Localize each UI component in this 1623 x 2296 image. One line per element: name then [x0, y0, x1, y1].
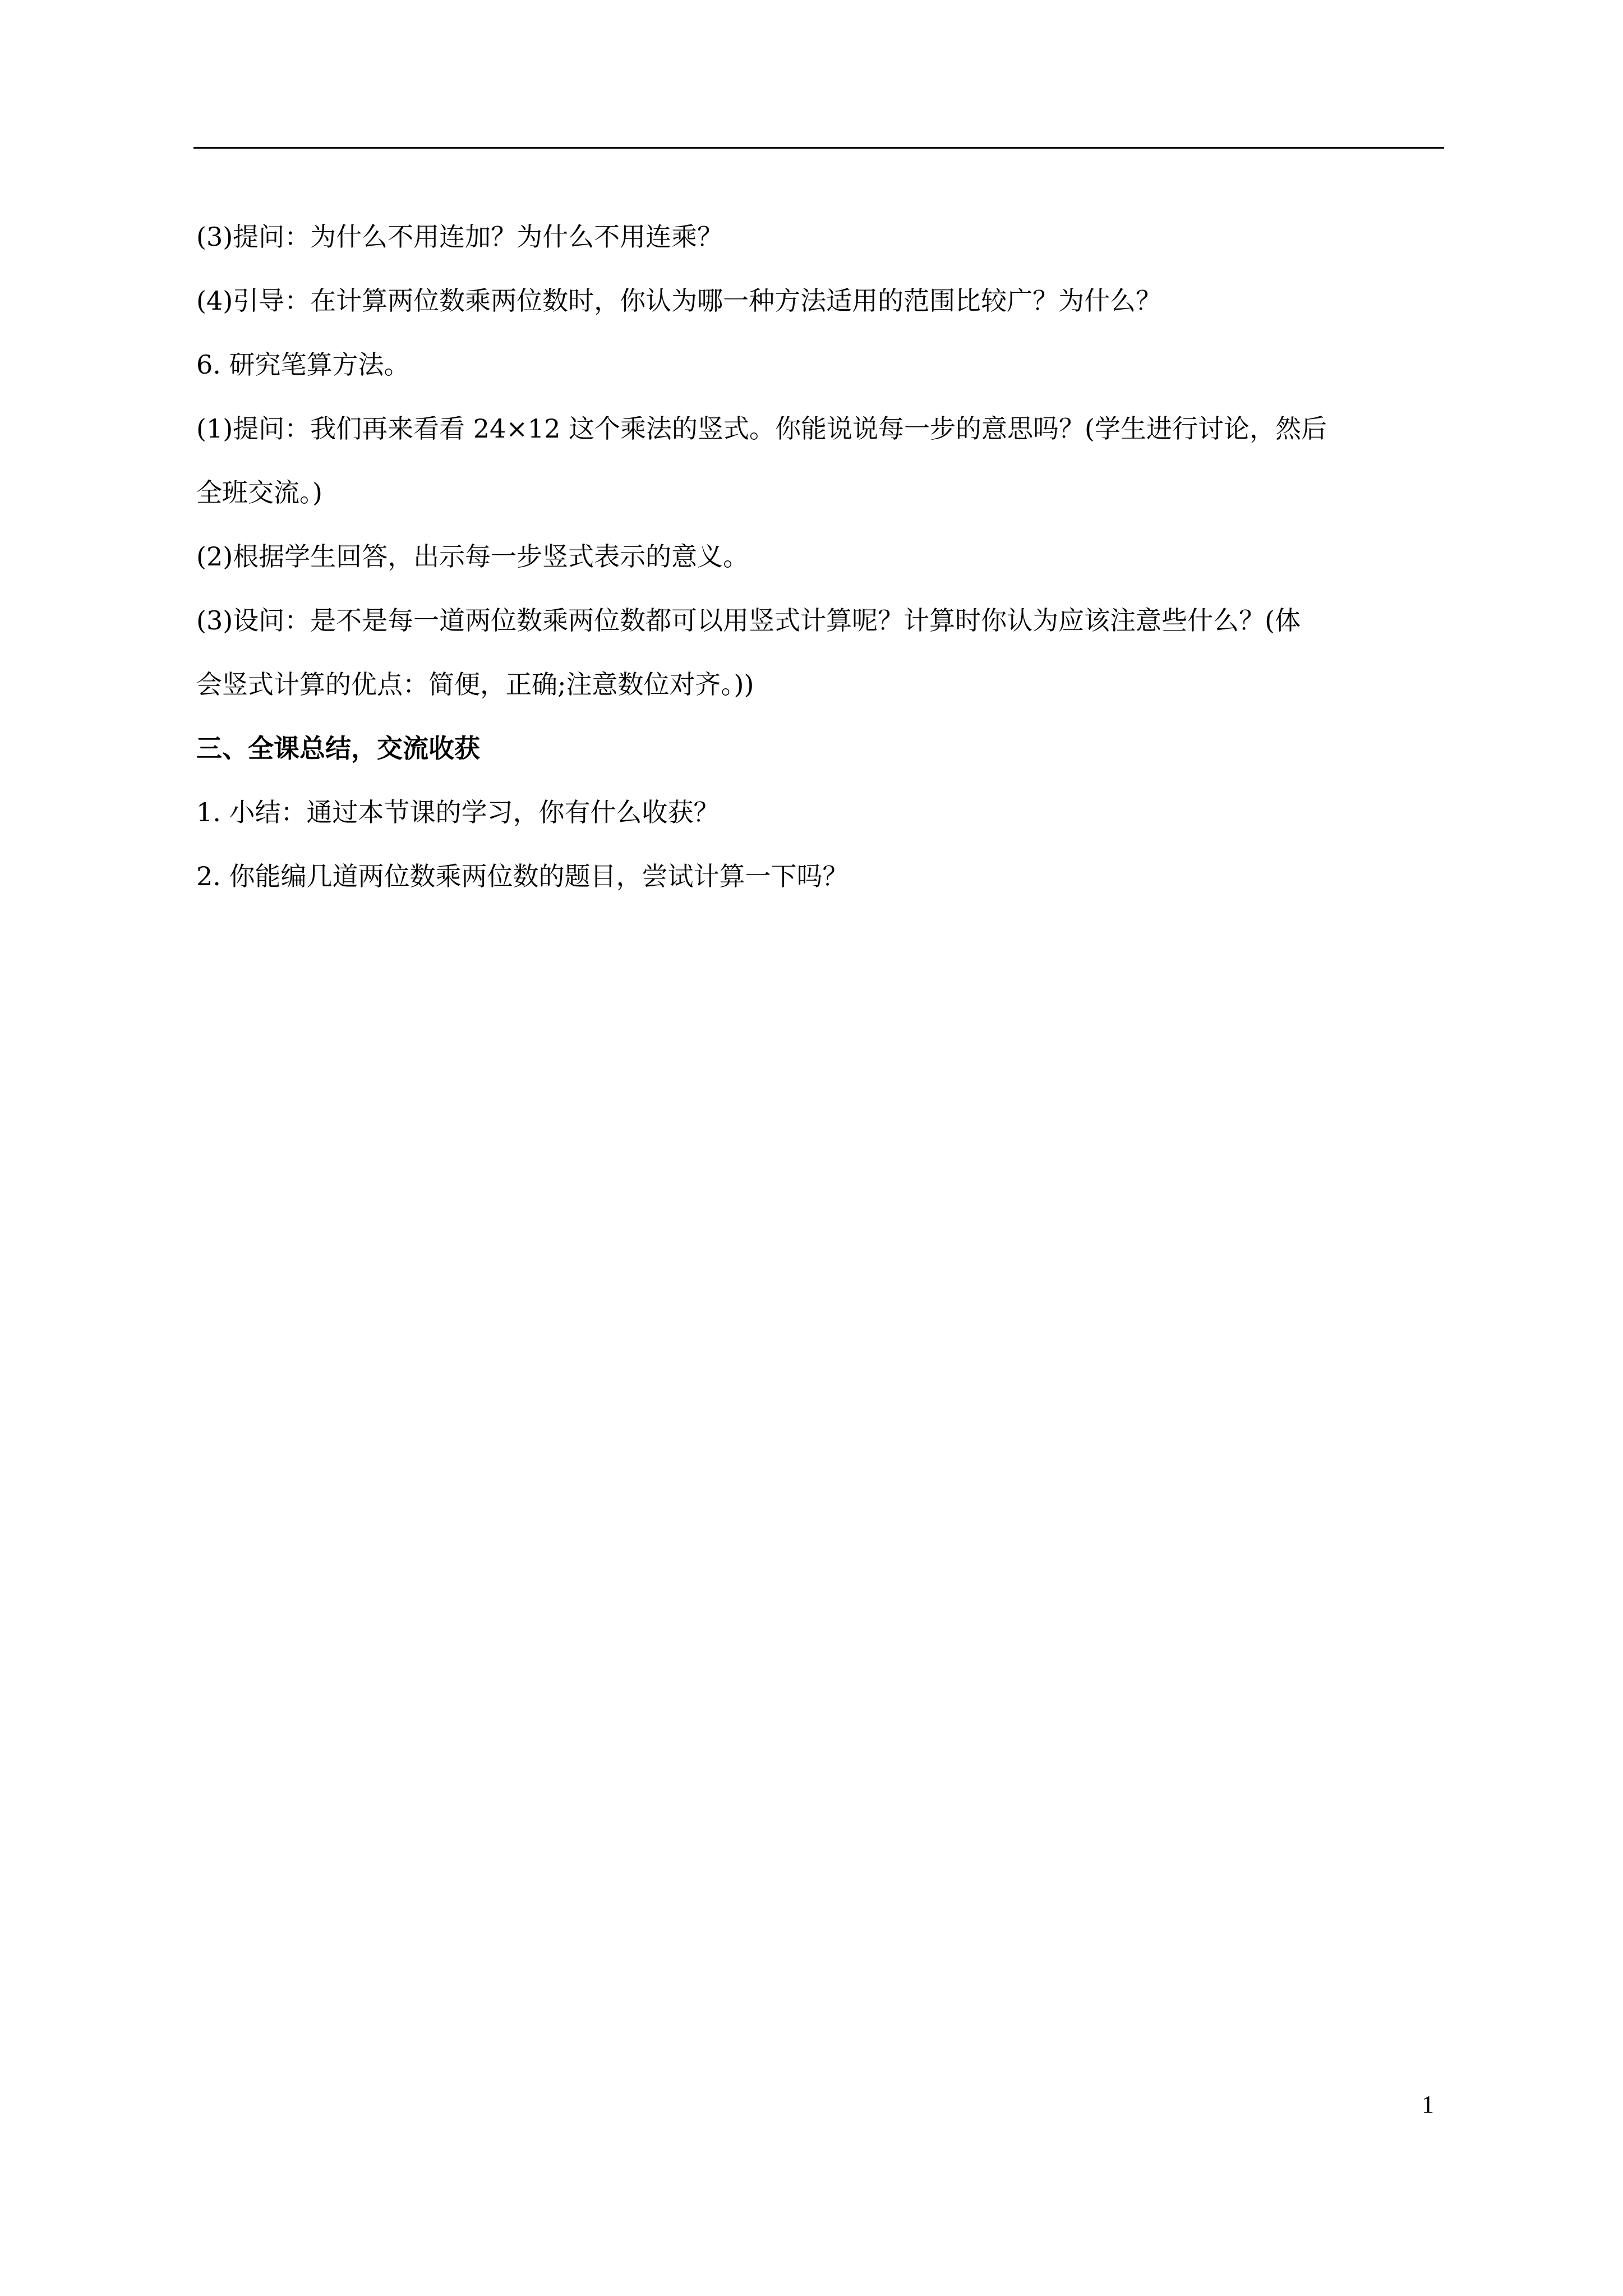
paragraph-line: 全班交流。): [196, 477, 322, 508]
paragraph-line: (2)根据学生回答，出示每一步竖式表示的意义。: [196, 541, 749, 572]
paragraph-line: 2. 你能编几道两位数乘两位数的题目，尝试计算一下吗？: [196, 861, 849, 891]
paragraph-line: (1)提问：我们再来看看 24×12 这个乘法的竖式。你能说说每一步的意思吗？(学生进行讨论，然后: [196, 413, 1327, 444]
header-rule: [193, 147, 1444, 149]
section-heading: 三、全课总结，交流收获: [196, 733, 480, 763]
page-number: 1: [1422, 2091, 1434, 2118]
paragraph-line: 6. 研究笔算方法。: [196, 349, 410, 380]
paragraph-line: (4)引导：在计算两位数乘两位数时，你认为哪一种方法适用的范围比较广？为什么？: [196, 286, 1162, 316]
paragraph-line: 会竖式计算的优点：简便，正确;注意数位对齐。)): [196, 669, 754, 700]
paragraph-line: (3)设问：是不是每一道两位数乘两位数都可以用竖式计算呢？计算时你认为应该注意些什么？(体: [196, 605, 1301, 636]
document-body: [196, 205, 1447, 908]
paragraph-line: (3)提问：为什么不用连加？为什么不用连乘？: [196, 222, 723, 252]
paragraph-line: 1. 小结：通过本节课的学习，你有什么收获？: [196, 797, 720, 827]
